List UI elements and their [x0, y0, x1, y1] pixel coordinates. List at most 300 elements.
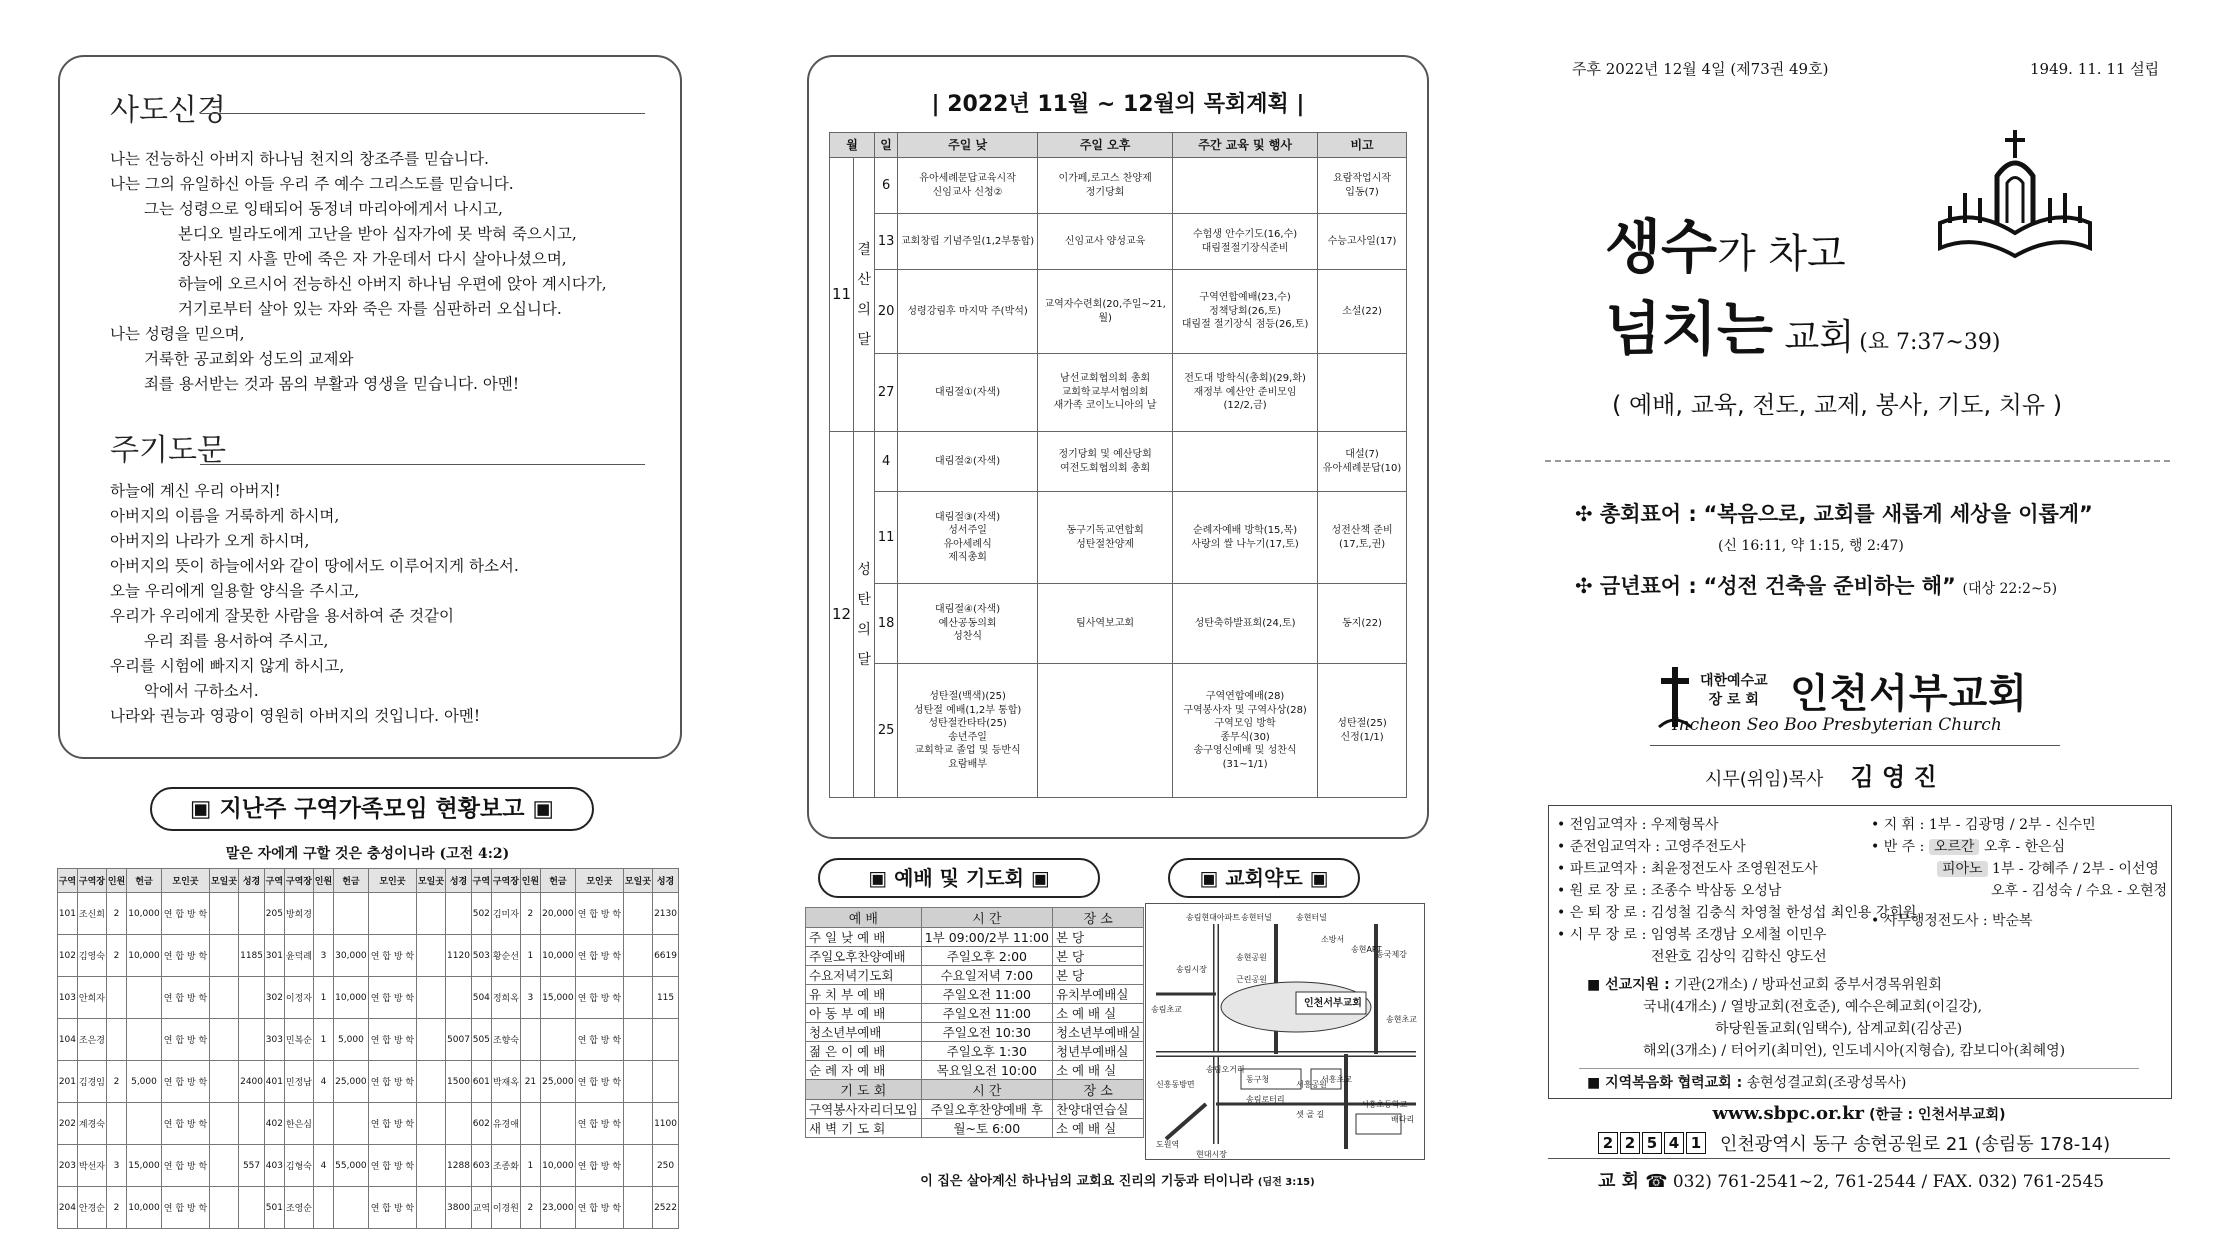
plan-weekly [1173, 354, 1318, 432]
report-cell [623, 1145, 652, 1187]
plan-note-line: (17,토,권) [1338, 538, 1386, 550]
report-cell: 5,000 [126, 1061, 161, 1103]
staff-line: • 파트교역자 : 최윤정전도사 조영원전도사 [1557, 861, 1818, 877]
prayer-line: 오늘 우리에게 일용할 양식을 주시고, [110, 582, 360, 600]
creed-line: 하늘에 오르시어 전능하신 아버지 하나님 우편에 앉아 계시다가, [178, 275, 607, 293]
report-cell: 3800 [446, 1187, 472, 1229]
report-cell [540, 1019, 575, 1061]
report-cell: 302 [264, 977, 284, 1019]
zip-digit: 1 [1686, 1132, 1706, 1154]
report-cell [107, 1019, 127, 1061]
report-cell: 황순선 [491, 935, 520, 977]
report-cell [209, 1061, 238, 1103]
report-cell [209, 977, 238, 1019]
map-title: ▣ 교회약도 ▣ [1168, 858, 1360, 898]
report-cell: 557 [239, 1145, 265, 1187]
report-cell: 4 [314, 1145, 334, 1187]
plan-row [830, 354, 1407, 432]
worship-row [806, 1023, 1144, 1042]
mission-line-4: 해외(3개소) / 터어키(최미언), 인도네시아(지형습), 캄보디아(최혜영) [1643, 1043, 2066, 1059]
report-cell: 연 합 방 학 [162, 1145, 210, 1187]
plan-day: 18 [875, 584, 898, 664]
plan-weekly-line: 구역봉사자 및 구역사상(28) [1183, 704, 1307, 716]
plan-month: 11 [830, 158, 854, 432]
staff-line: • 은 퇴 장 로 : 김성철 김충식 차영철 한성섭 최인용 강희원 [1557, 905, 1917, 921]
plan-header-cell: 일 [875, 133, 898, 158]
worship-cell: 본 당 [1052, 966, 1144, 985]
plan-weekly [1173, 492, 1318, 584]
plan-sunday-pm [1038, 214, 1173, 270]
report-cell: 조향숙 [491, 1019, 520, 1061]
report-cell [209, 1103, 238, 1145]
report-cell: 1 [314, 977, 334, 1019]
report-cell [521, 1103, 541, 1145]
worship-cell: 유치부예배실 [1052, 985, 1144, 1004]
plan-panel [807, 55, 1429, 839]
map-label: 송현공원 [1236, 953, 1267, 962]
worship-header-cell: 장 소 [1052, 1080, 1144, 1100]
map-label: 서흥공원 [1296, 1080, 1327, 1089]
plan-sunday-am-line: 성탄절(백색)(25) [929, 691, 1006, 702]
plan-month-name-char: 성 [857, 561, 871, 578]
staff-line: 전완호 김상익 김학신 양도선 [1651, 949, 1827, 965]
region-section [1587, 1072, 1906, 1092]
plan-month-name-char: 달 [857, 331, 871, 348]
report-cell: 1120 [446, 935, 472, 977]
plan-header-cell: 주간 교육 및 행사 [1173, 133, 1318, 158]
plan-weekly-line: 구역연합예배(28) [1205, 691, 1285, 702]
report-cell: 1100 [653, 1103, 679, 1145]
report-cell: 연 합 방 학 [575, 977, 623, 1019]
map-label: 송림로터리 [1246, 1095, 1285, 1104]
plan-row [830, 158, 1407, 214]
report-header-cell: 구역장 [77, 869, 106, 893]
report-cell: 20,000 [540, 893, 575, 935]
core-values: ( 예배, 교육, 전도, 교제, 봉사, 기도, 치유 ) [1612, 391, 2063, 419]
report-table [57, 868, 679, 1229]
plan-sunday-pm-line: 팀사역보고회 [1076, 617, 1135, 629]
report-cell: 250 [653, 1145, 679, 1187]
report-cell [623, 893, 652, 935]
plan-sunday-am-line: 신임교사 신청② [932, 186, 1003, 198]
report-cell: 102 [58, 935, 78, 977]
report-cell: 조영순 [284, 1187, 313, 1229]
report-cell: 연 합 방 학 [575, 1019, 623, 1061]
worship-cell: 주일오후찬양예배 후 [921, 1100, 1052, 1119]
creed-line: 죄를 용서받는 것과 몸의 부활과 영생을 믿습니다. 아멘! [144, 375, 520, 393]
report-cell: 25,000 [540, 1061, 575, 1103]
report-cell [333, 893, 368, 935]
report-header-cell: 모일곳 [209, 869, 238, 893]
report-cell: 연 합 방 학 [162, 893, 210, 935]
report-header-cell: 헌금 [126, 869, 161, 893]
report-cell: 연 합 방 학 [368, 1187, 416, 1229]
plan-note-line: 소설(22) [1342, 305, 1382, 317]
worship-header-row [806, 1080, 1144, 1100]
report-cell: 연 합 방 학 [368, 1103, 416, 1145]
church-bible-icon [1935, 128, 2095, 292]
year-slogan [1575, 570, 2057, 600]
report-cell: 601 [471, 1061, 491, 1103]
plan-sunday-pm-line: 성탄절찬양제 [1076, 538, 1135, 550]
website-note: (한글 : 인천서부교회) [1869, 1107, 2006, 1123]
report-cell [540, 1103, 575, 1145]
report-cell: 이정자 [284, 977, 313, 1019]
plan-sunday-am-line: 유아세례식 [943, 538, 992, 550]
report-cell [209, 935, 238, 977]
plan-note-line: 요람작업시작 [1333, 173, 1392, 184]
map-label: 송림시장 [1176, 965, 1207, 974]
map-church-label: 인천서부교회 [1304, 998, 1362, 1009]
plan-day: 27 [875, 354, 898, 432]
plan-note-line: 유아세례문답(10) [1322, 462, 1402, 474]
plan-sunday-pm-line: 신임교사 양성교육 [1064, 235, 1146, 247]
plan-header-cell: 비고 [1318, 133, 1407, 158]
plan-note [1318, 664, 1407, 798]
report-cell [209, 1187, 238, 1229]
plan-header-cell: 월 [830, 133, 875, 158]
worship-cell: 유 치 부 예 배 [806, 985, 922, 1004]
plan-weekly-line: 대림절 절기장식 점등(26,토) [1181, 319, 1309, 331]
report-header-cell: 성경 [239, 869, 265, 893]
report-cell: 계경숙 [77, 1103, 106, 1145]
report-cell: 115 [653, 977, 679, 1019]
report-cell: 25,000 [333, 1061, 368, 1103]
report-cell: 2 [107, 935, 127, 977]
map-label: 현대시장 [1196, 1150, 1227, 1159]
report-cell: 박재옥 [491, 1061, 520, 1103]
map-label: 송현터널 [1241, 913, 1272, 922]
plan-weekly-line: 전도대 방학식(총회)(29,화) [1184, 373, 1306, 385]
report-row [58, 1145, 679, 1187]
staff-line: • 준전임교역자 : 고영주전도사 [1557, 839, 1746, 855]
piano-tag: 피아노 [1937, 861, 1988, 877]
report-row [58, 977, 679, 1019]
creed-line: 거기로부터 살아 있는 자와 죽은 자를 심판하러 오십니다. [178, 300, 562, 318]
worship-header-cell: 시 간 [921, 1080, 1052, 1100]
total-slogan-ref: (신 16:11, 약 1:15, 행 2:47) [1718, 538, 1904, 554]
conductor: • 지 휘 : 1부 - 김광명 / 2부 - 신수민 [1871, 817, 2096, 833]
report-cell: 21 [521, 1061, 541, 1103]
report-cell [209, 1145, 238, 1187]
worship-title: ▣ 예배 및 기도회 ▣ [818, 858, 1100, 898]
report-cell [107, 977, 127, 1019]
organ-player: 오후 - 한은심 [1983, 839, 2066, 855]
worship-header-cell: 장 소 [1052, 908, 1144, 928]
report-cell [333, 1103, 368, 1145]
plan-sunday-pm [1038, 492, 1173, 584]
creed-line: 본디오 빌라도에게 고난을 받아 십자가에 못 박혀 죽으시고, [178, 225, 577, 243]
motto-word-1: 생수 [1605, 213, 1718, 281]
report-cell: 103 [58, 977, 78, 1019]
worship-cell: 목요일오전 10:00 [921, 1061, 1052, 1080]
phone-line [1598, 1167, 2104, 1193]
plan-month-name [854, 432, 875, 798]
plan-sunday-am-line: 대림절④(자색) [935, 604, 1001, 616]
motto-ref: (요 7:37~39) [1859, 330, 2001, 355]
report-cell: 2 [107, 1061, 127, 1103]
worship-cell: 청년부예배실 [1052, 1042, 1144, 1061]
motto-line1 [1605, 200, 1846, 284]
report-cell: 김미자 [491, 893, 520, 935]
report-header-cell: 헌금 [333, 869, 368, 893]
plan-day: 4 [875, 432, 898, 492]
prayer-line: 나라와 권능과 영광이 영원히 아버지의 것입니다. 아멘! [110, 707, 481, 725]
worship-cell: 소 예 배 실 [1052, 1061, 1144, 1080]
year-slogan-label: ✣ 금년표어 : [1575, 574, 1697, 598]
report-verse: 말은 자에게 구할 것은 충성이니라 (고전 4:2) [225, 846, 510, 862]
report-header-cell: 헌금 [540, 869, 575, 893]
zip-digit: 4 [1664, 1132, 1684, 1154]
report-cell [368, 893, 416, 935]
report-header-cell: 모인곳 [575, 869, 623, 893]
report-cell: 3 [314, 935, 334, 977]
church-english-name: Incheon Seo Boo Presbyterian Church [1672, 715, 2002, 735]
report-cell [126, 1103, 161, 1145]
map-label: 근린공원 [1236, 975, 1267, 984]
accompanist-row-2 [1871, 858, 2167, 880]
map-label: 서흥초교 [1321, 1075, 1352, 1084]
report-cell: 23,000 [540, 1187, 575, 1229]
worship-cell: 주일오전 10:30 [921, 1023, 1052, 1042]
plan-note-line: 대설(7) [1345, 449, 1379, 460]
report-cell [126, 1019, 161, 1061]
plan-sunday-am-line: 유아세례문답교육시작 [919, 173, 1016, 184]
report-cell: 1288 [446, 1145, 472, 1187]
plan-table [829, 132, 1407, 798]
pastor-divider [1650, 745, 2060, 746]
staff-left [1557, 814, 1916, 968]
worship-cell: 구역봉사자리더모임 [806, 1100, 922, 1119]
worship-cell: 주일오후 2:00 [921, 947, 1052, 966]
plan-sunday-am-line: 대림절③(자색) [935, 511, 1001, 523]
plan-sunday-pm-line: 이가페,로고스 찬양제 [1058, 173, 1152, 184]
plan-row [830, 432, 1407, 492]
staff-line: • 전임교역자 : 우제형목사 [1557, 817, 1719, 833]
report-cell: 연 합 방 학 [575, 935, 623, 977]
plan-sunday-am-line: 예산공동의회 [938, 617, 997, 629]
pastor-name: 김 영 진 [1850, 763, 1937, 791]
worship-cell: 찬양대연습실 [1052, 1100, 1144, 1119]
report-cell: 연 합 방 학 [162, 1103, 210, 1145]
report-cell [333, 1187, 368, 1229]
report-cell: 1 [521, 1145, 541, 1187]
report-cell: 유경애 [491, 1103, 520, 1145]
creed-title: 사도신경 [110, 93, 226, 128]
report-header-cell: 인원 [314, 869, 334, 893]
plan-sunday-pm-line: 새가족 코이노니아의 날 [1053, 400, 1157, 412]
report-cell: 402 [264, 1103, 284, 1145]
report-header-cell: 구역장 [491, 869, 520, 893]
plan-sunday-pm [1038, 158, 1173, 214]
report-cell: 203 [58, 1145, 78, 1187]
plan-note [1318, 158, 1407, 214]
motto-word-2b: 교회 [1773, 317, 1855, 358]
prayer-line: 우리 죄를 용서하여 주시고, [144, 632, 329, 650]
plan-sunday-am-line: 성서주일 [948, 525, 987, 536]
plan-sunday-am-line: 대림절②(자색) [935, 455, 1001, 467]
report-cell [653, 1061, 679, 1103]
worship-cell: 청소년부예배 [806, 1023, 922, 1042]
report-cell: 조은경 [77, 1019, 106, 1061]
plan-sunday-pm [1038, 584, 1173, 664]
worship-row [806, 985, 1144, 1004]
report-cell [314, 1187, 334, 1229]
plan-sunday-pm-line: 교회학교부서협의회 [1061, 386, 1149, 398]
plan-weekly-line: 대림절절기장식준비 [1201, 242, 1289, 254]
prayer-line: 우리를 시험에 빠지지 않게 하시고, [110, 657, 345, 675]
report-cell: 201 [58, 1061, 78, 1103]
report-cell: 방희경 [284, 893, 313, 935]
report-cell [623, 1103, 652, 1145]
staff-box [1548, 805, 2172, 1099]
report-cell: 조종화 [491, 1145, 520, 1187]
report-header-cell: 구역 [264, 869, 284, 893]
plan-weekly [1173, 664, 1318, 798]
report-cell [416, 935, 445, 977]
cover-dashed-divider [1545, 460, 2170, 462]
report-cell [446, 1103, 472, 1145]
prayer-line: 악에서 구하소서. [144, 682, 259, 700]
plan-day: 13 [875, 214, 898, 270]
plan-note [1318, 270, 1407, 354]
map-label: 소방서 [1321, 935, 1345, 944]
plan-weekly-line: 정책당회(26,토) [1209, 305, 1282, 317]
report-header-cell: 성경 [446, 869, 472, 893]
plan-month-name-char: 달 [857, 651, 871, 668]
accompanist-label: • 반 주 : [1871, 839, 1925, 855]
worship-cell: 수요저녁기도회 [806, 966, 922, 985]
plan-sunday-pm-line: 남선교회협의회 총회 [1060, 373, 1151, 385]
report-cell: 연 합 방 학 [162, 1019, 210, 1061]
report-cell: 1 [521, 935, 541, 977]
report-cell [107, 1103, 127, 1145]
zip-code [1598, 1132, 1706, 1154]
plan-note [1318, 354, 1407, 432]
plan-sunday-am-line: 성령강림후 마지막 주(박석) [907, 305, 1028, 317]
report-cell: 15,000 [126, 1145, 161, 1187]
report-cell [314, 893, 334, 935]
worship-cell: 아 동 부 예 배 [806, 1004, 922, 1023]
report-cell: 연 합 방 학 [162, 977, 210, 1019]
report-cell: 2130 [653, 893, 679, 935]
report-cell [623, 935, 652, 977]
prayer-line: 우리가 우리에게 잘못한 사람을 용서하여 준 것같이 [110, 607, 454, 625]
report-cell: 15,000 [540, 977, 575, 1019]
prayer-title: 주기도문 [110, 433, 226, 468]
year-slogan-ref: (대상 22:2~5) [1962, 581, 2058, 597]
worship-cell: 주일오후찬양예배 [806, 947, 922, 966]
worship-cell: 1부 09:00/2부 11:00 [921, 928, 1052, 947]
plan-sunday-am-line: 제직총회 [948, 552, 987, 563]
creed-line: 장사된 지 사흘 만에 죽은 자 가운데서 다시 살아나셨으며, [178, 250, 567, 268]
website-url[interactable]: www.sbpc.or.kr [1712, 1103, 1865, 1124]
report-header-cell: 구역 [471, 869, 491, 893]
report-cell [416, 1145, 445, 1187]
address-line [1598, 1130, 2110, 1156]
plan-sunday-am [898, 584, 1038, 664]
worship-row [806, 966, 1144, 985]
report-cell [623, 1019, 652, 1061]
report-cell [416, 1187, 445, 1229]
phone-label: 교 회 ☎ [1598, 1171, 1668, 1192]
report-cell: 윤덕례 [284, 935, 313, 977]
report-header-cell: 인원 [521, 869, 541, 893]
plan-row [830, 270, 1407, 354]
report-cell: 10,000 [540, 1145, 575, 1187]
plan-sunday-pm [1038, 354, 1173, 432]
staff-line: • 시 무 장 로 : 임영복 조갱남 오세철 이민우 [1557, 927, 1827, 943]
motto-word-1b: 가 차고 [1717, 231, 1846, 277]
report-cell: 6619 [653, 935, 679, 977]
worship-verse-text: 이 집은 살아계신 하나님의 교회요 진리의 기둥과 터이니라 [920, 1174, 1254, 1189]
total-slogan-text: “복음으로, 교회를 새롭게 세상을 이롭게” [1703, 502, 2093, 526]
report-row [58, 1187, 679, 1229]
map-label: 동국제강 [1376, 950, 1407, 959]
prayer-line: 아버지의 뜻이 하늘에서와 같이 땅에서도 이루어지게 하소서. [110, 557, 519, 575]
worship-row [806, 1100, 1144, 1119]
report-cell: 205 [264, 893, 284, 935]
worship-cell: 주일오후 1:30 [921, 1042, 1052, 1061]
plan-sunday-pm [1038, 270, 1173, 354]
report-cell: 1 [314, 1019, 334, 1061]
report-cell: 4 [314, 1061, 334, 1103]
denomination-line1: 대한예수교 [1700, 673, 1768, 689]
plan-sunday-am [898, 214, 1038, 270]
plan-weekly [1173, 432, 1318, 492]
plan-weekly-line: 수험생 안수기도(16,수) [1193, 229, 1298, 240]
worship-cell: 주 일 낮 예 배 [806, 928, 922, 947]
creed-line: 나는 전능하신 아버지 하나님 천지의 창조주를 믿습니다. [110, 150, 489, 168]
plan-day: 11 [875, 492, 898, 584]
church-map[interactable] [1145, 903, 1425, 1160]
report-row [58, 935, 679, 977]
plan-sunday-pm-line: 교역자수련회(20,주일~21,월) [1044, 299, 1166, 324]
report-cell [623, 1061, 652, 1103]
report-cell: 403 [264, 1145, 284, 1187]
admin-staff: • 사무행정전도사 : 박순복 [1871, 913, 2033, 929]
report-cell: 연 합 방 학 [368, 1019, 416, 1061]
staff-line: • 원 로 장 로 : 조종수 박삼동 오성남 [1557, 883, 1782, 899]
report-cell: 이경원 [491, 1187, 520, 1229]
report-row [58, 1061, 679, 1103]
plan-weekly [1173, 214, 1318, 270]
prayer-divider [200, 464, 645, 465]
plan-sunday-pm [1038, 432, 1173, 492]
plan-weekly-line: 송구영신예배 및 성찬식 [1193, 745, 1297, 756]
plan-weekly-line: 사랑의 쌀 나누기(17,토) [1191, 538, 1299, 550]
report-cell: 301 [264, 935, 284, 977]
plan-note-line: 신정(1/1) [1340, 731, 1384, 743]
report-cell: 2400 [239, 1061, 265, 1103]
map-label: 도원역 [1156, 1140, 1180, 1149]
report-cell: 김형숙 [284, 1145, 313, 1187]
plan-note-line: 성탄절(25) [1337, 718, 1387, 729]
zip-digit: 5 [1642, 1132, 1662, 1154]
plan-header-cell: 주일 낮 [898, 133, 1038, 158]
map-label: 송림현대아파트 [1186, 913, 1241, 922]
plan-day: 6 [875, 158, 898, 214]
map-label: 서흥초등학교 [1361, 1100, 1408, 1109]
report-cell: 한은심 [284, 1103, 313, 1145]
plan-day: 20 [875, 270, 898, 354]
report-cell: 10,000 [126, 1187, 161, 1229]
report-cell: 민복순 [284, 1019, 313, 1061]
map-label: 송현터널 [1296, 913, 1327, 922]
report-cell: 5,000 [333, 1019, 368, 1061]
plan-sunday-am-line: 성탄절칸타타(25) [928, 718, 1007, 729]
plan-title: | 2022년 11월 ~ 12월의 목회계획 | [931, 92, 1305, 117]
